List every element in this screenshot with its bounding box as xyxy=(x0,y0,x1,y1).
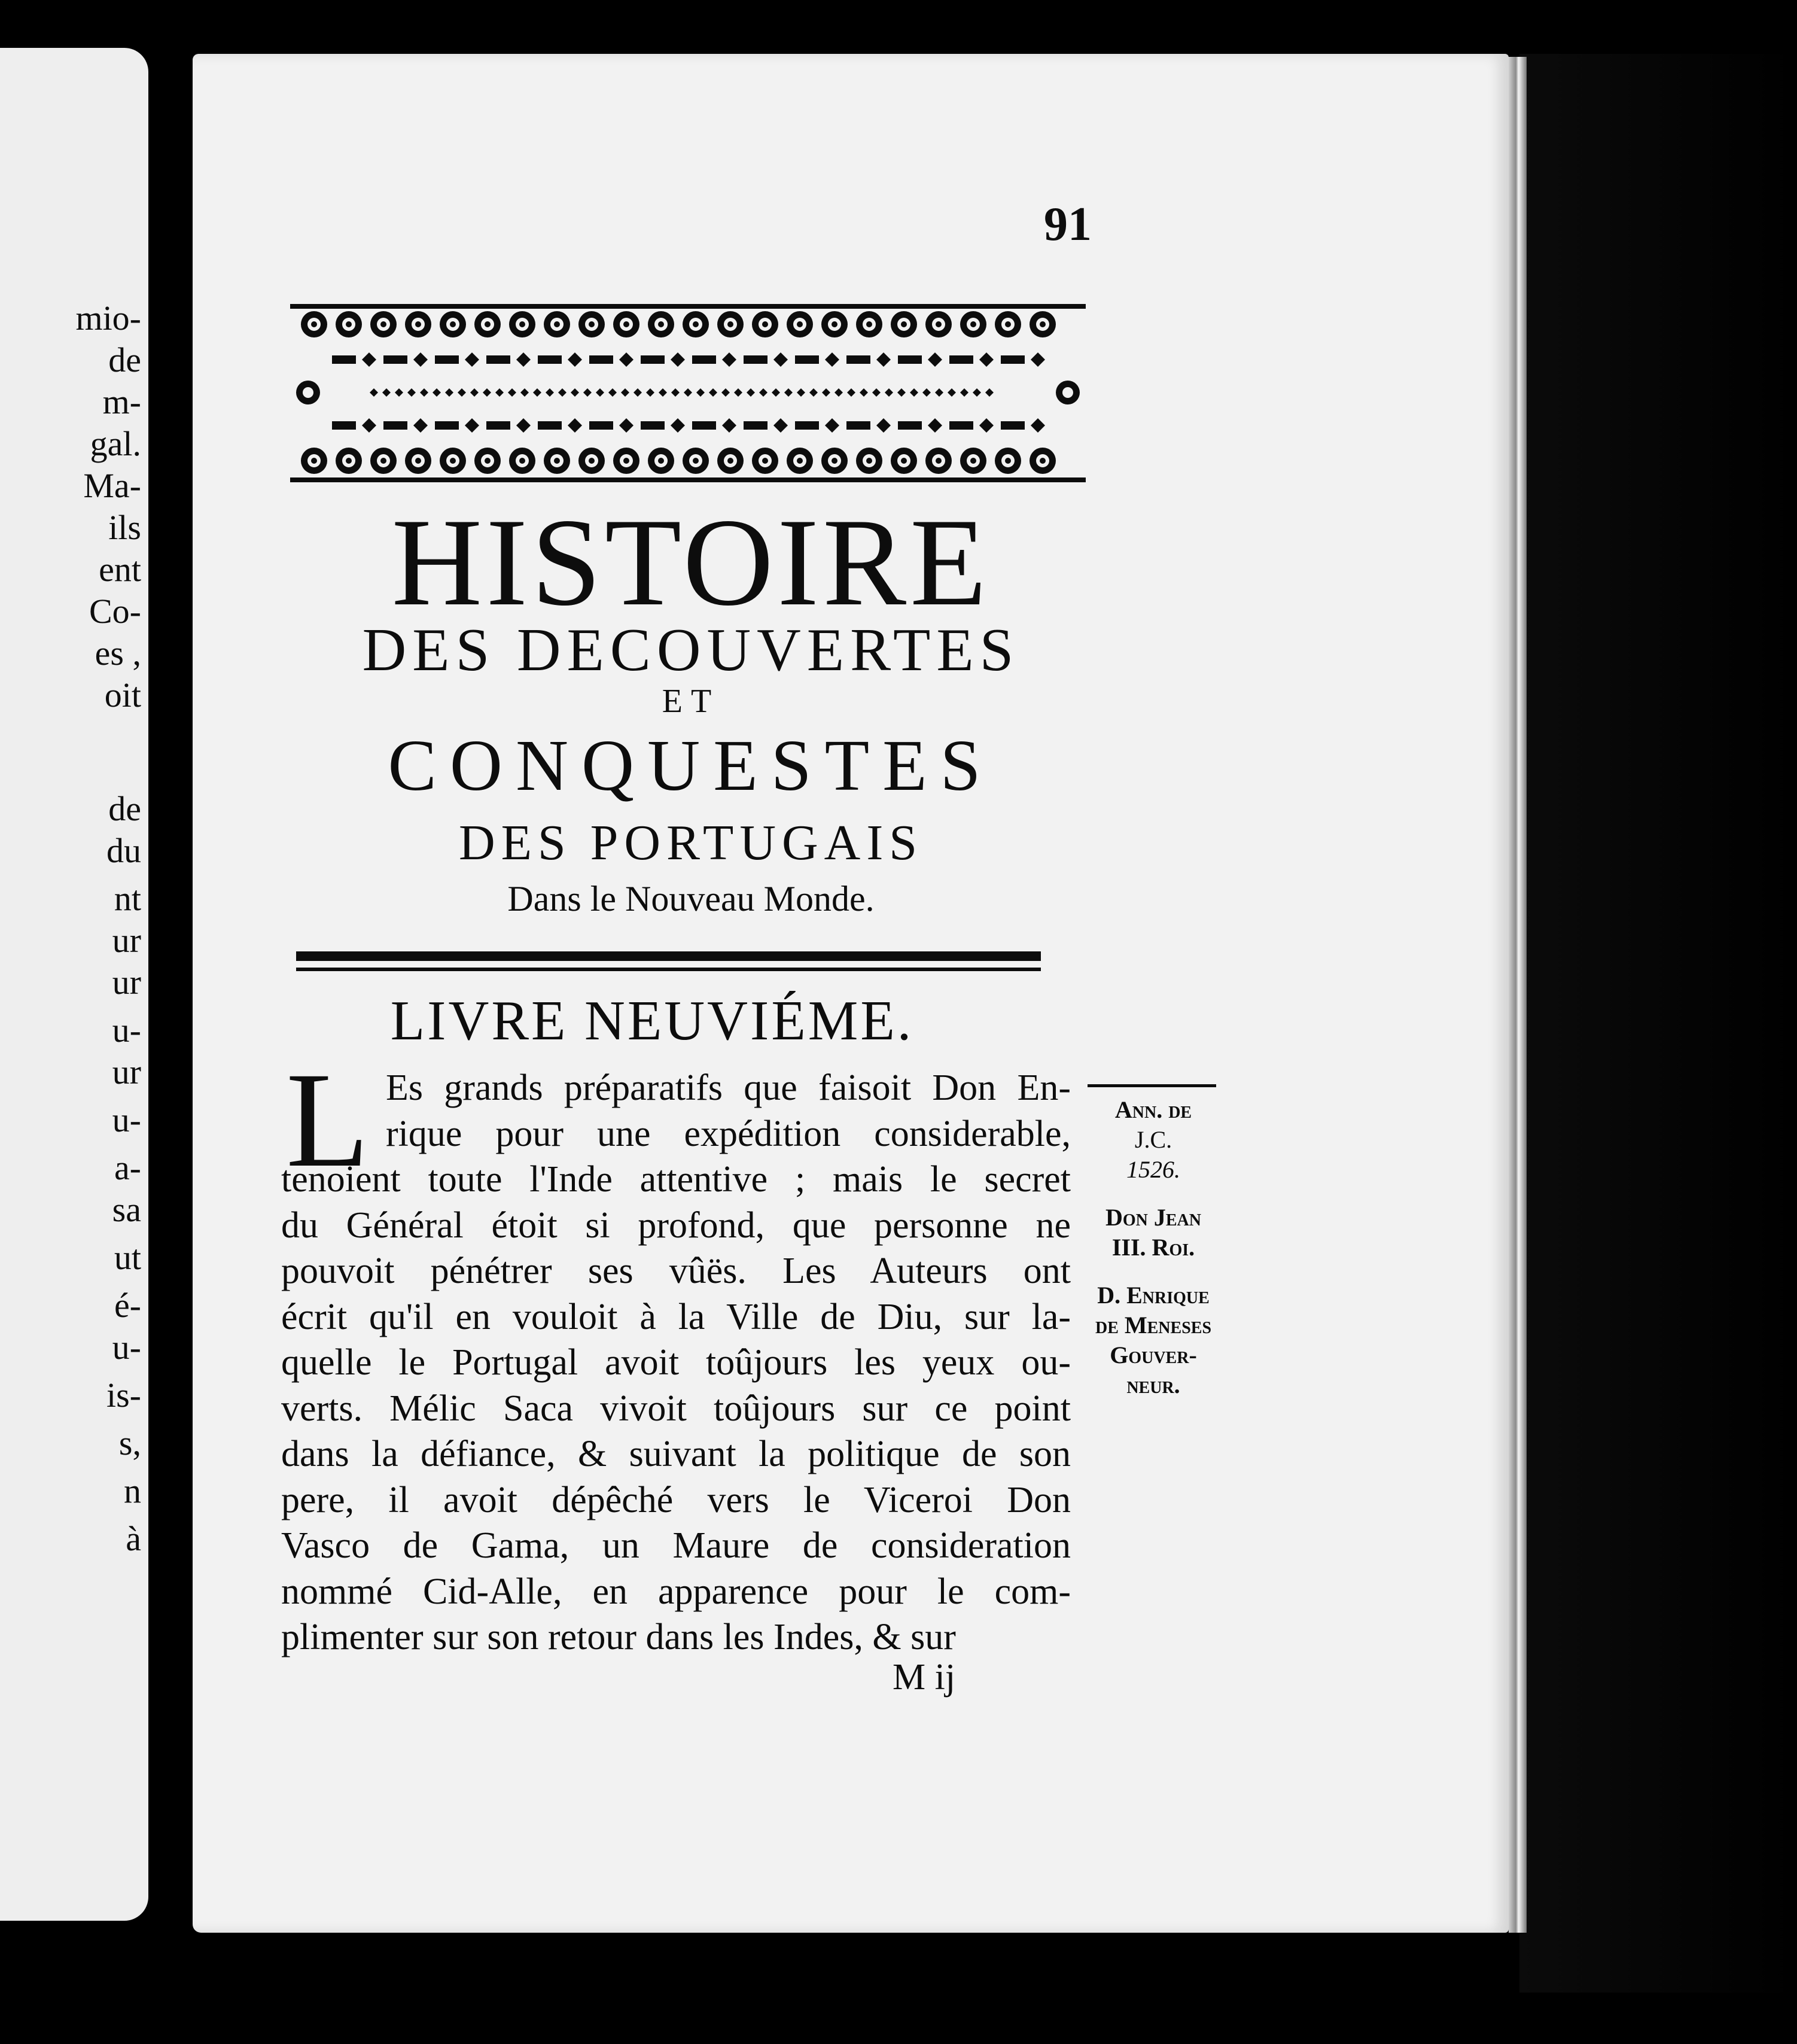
margin-rule xyxy=(1088,1084,1216,1087)
left-page-fragment: gal. xyxy=(90,424,141,463)
body-line: dans la défiance, & suivant la politique de son xyxy=(281,1434,1071,1474)
left-page-fragment: Co- xyxy=(89,592,141,631)
margin-king-line-1: Don Jean xyxy=(1105,1204,1201,1231)
margin-notes xyxy=(1082,1095,1225,1418)
left-page-fragment: du xyxy=(106,831,141,870)
left-page-fragment: de xyxy=(108,789,141,828)
margin-governor-line-1: D. Enrique xyxy=(1097,1282,1210,1309)
left-page-fragment: ut xyxy=(114,1238,141,1277)
left-page-fragment: a- xyxy=(114,1148,141,1187)
body-line: écrit qu'il en vouloit à la Ville de Diu, sur la- xyxy=(281,1296,1071,1337)
binding-shadow xyxy=(1519,54,1797,1993)
book-heading: LIVRE NEUVIÉME. xyxy=(390,990,914,1052)
margin-governor-line-2: de Meneses xyxy=(1095,1312,1212,1339)
body-line: du Général étoit si profond, que personne ne xyxy=(281,1204,1071,1246)
left-page-fragment: is- xyxy=(106,1376,141,1415)
body-text xyxy=(281,1065,1071,1660)
page-edge xyxy=(1509,57,1527,1933)
title-rule-thick xyxy=(296,951,1041,961)
left-page-fragment: ur xyxy=(112,1053,141,1091)
drop-cap: L xyxy=(286,1045,370,1196)
margin-governor-line-3: Gouver- xyxy=(1110,1342,1197,1368)
left-page-fragment: ils xyxy=(108,508,141,547)
left-page-fragment: sa xyxy=(112,1190,141,1229)
margin-governor-line-4: neur. xyxy=(1126,1371,1180,1398)
left-page-fragment: u- xyxy=(112,1011,141,1050)
body-line: pouvoit pénétrer ses vûës. Les Auteurs ont xyxy=(281,1251,1071,1291)
margin-year: 1526. xyxy=(1126,1156,1180,1183)
body-line: plimenter sur son retour dans les Indes, & sur xyxy=(281,1617,956,1657)
left-page-fragment: oit xyxy=(104,676,141,714)
catchword-signature: M ij xyxy=(893,1657,956,1698)
left-page-fragment: s, xyxy=(118,1424,141,1462)
left-page-fragment: nt xyxy=(114,879,141,918)
left-page-fragment: u- xyxy=(112,1328,141,1367)
title-rule-thin xyxy=(296,968,1041,971)
page-number: 91 xyxy=(1044,198,1092,251)
title-decouvertes: DES DECOUVERTES xyxy=(362,616,1020,684)
margin-year-era: J.C. xyxy=(1134,1126,1172,1153)
title-histoire: HISTOIRE xyxy=(391,493,991,632)
body-line: tenoient toute l'Inde attentive ; mais le secret xyxy=(281,1159,1071,1200)
left-page-fragment: ur xyxy=(112,921,141,960)
left-page-fragment: é- xyxy=(114,1286,141,1325)
left-page-fragment: de xyxy=(108,340,141,379)
title-nouveau-monde: Dans le Nouveau Monde. xyxy=(507,879,875,918)
left-page-fragment: u- xyxy=(112,1100,141,1139)
left-page-fragment: n xyxy=(124,1471,141,1510)
body-line: quelle le Portugal avoit toûjours les yeux ou- xyxy=(281,1342,1071,1383)
left-page-fragment: mio- xyxy=(75,299,141,337)
body-line: Vasco de Gama, un Maure de consideration xyxy=(281,1525,1071,1566)
body-line: verts. Mélic Saca vivoit toûjours sur ce point xyxy=(281,1388,1071,1429)
margin-king-line-2: III. Roi. xyxy=(1111,1234,1195,1261)
body-line: pere, il avoit dépêché vers le Viceroi Don xyxy=(281,1479,1071,1520)
body-line: Es grands préparatifs que faisoit Don En- xyxy=(386,1067,1071,1108)
body-line: nommé Cid-Alle, en apparence pour le com- xyxy=(281,1571,1071,1612)
left-page-fragment: ent xyxy=(99,550,141,589)
title-conquestes: CONQUESTES xyxy=(388,725,994,806)
left-page-fragment: ur xyxy=(112,963,141,1002)
left-page-edge xyxy=(0,48,148,1921)
left-page-fragment: à xyxy=(126,1519,141,1558)
title-et: ET xyxy=(662,683,720,720)
left-page-fragment: Ma- xyxy=(83,466,141,505)
margin-year-label: Ann. de xyxy=(1114,1096,1192,1123)
body-line: rique pour une expédition considerable, xyxy=(386,1113,1071,1154)
ornamental-headpiece xyxy=(290,304,1086,482)
left-page-fragment: es , xyxy=(95,634,141,673)
title-portugais: DES PORTUGAIS xyxy=(458,815,924,871)
left-page-fragment: m- xyxy=(102,382,141,421)
